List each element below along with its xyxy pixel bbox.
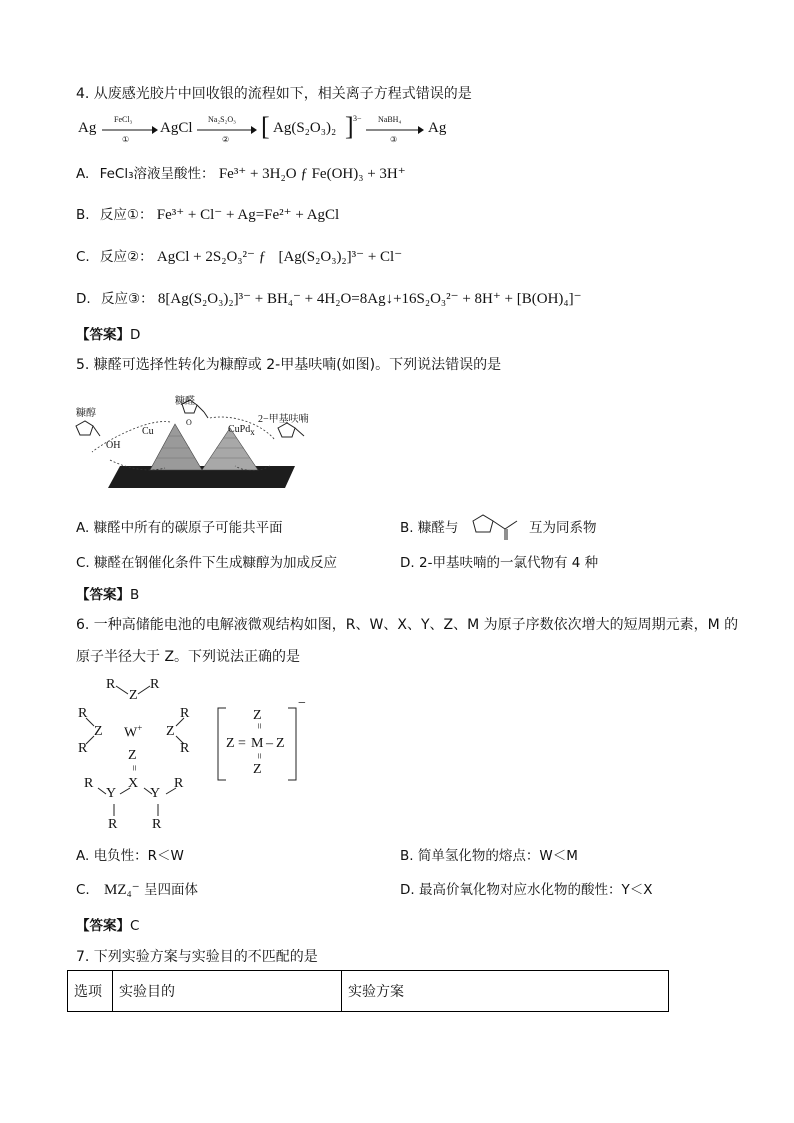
answer-label: 【答案】 [76,327,130,343]
atom-r: R [150,677,160,692]
double-bond: = [253,722,266,730]
flow-complex: Ag(S₂O₃)₂ [273,120,337,136]
table-header-cell: 实验方案 [342,971,669,1012]
atom-z: Z [276,736,285,751]
answer-value: D [130,327,141,343]
q6-option-c [76,878,198,899]
flow-start: Ag [78,120,97,136]
table-header-row [68,971,669,1012]
option-equation-left: AgCl + 2S₂O₃²⁻ ƒ [156,249,267,265]
q5-option-d: D. 2-甲基呋喃的一氯代物有 4 种 [400,555,599,571]
atom-z: Z [226,736,235,751]
q4-option-d [76,287,582,308]
q5-option-b [400,516,596,536]
option-equation: Fe³⁺ + Cl⁻ + Ag=Fe²⁺ + AgCl [156,207,340,223]
q4-option-a [76,162,406,183]
q4-option-c [76,245,402,266]
q7-stem: 7. 下列实验方案与实验目的不匹配的是 [76,949,318,965]
atom-r: R [152,817,162,832]
q5-option-a: A. 糠醛中所有的碳原子可能共平面 [76,520,283,536]
anion-charge: − [298,696,306,711]
option-text: 反应③： [100,291,154,307]
single-bond: – [266,736,273,751]
answer-value: B [130,587,140,603]
q5-stem: 5. 糠醛可选择性转化为糠醇或 2-甲基呋喃(如图)。下列说法错误的是 [76,357,502,373]
atom-z: Z [253,708,262,723]
flow-arrow-1 [100,124,160,136]
label-methylfuran: 2−甲基呋喃 [258,414,309,425]
flow-bracket-left: [ [261,112,270,141]
table-header-cell: 选项 [68,971,113,1012]
q7-table [67,970,669,1012]
q5-answer [76,583,139,603]
option-label: D. [76,291,91,307]
atom-r: R [180,741,190,756]
q6-stem-line-1: 6. 一种高储能电池的电解液微观结构如图，R、W、X、Y、Z、M 为原子序数依次增大的短周期元素，M 的 [76,617,739,633]
option-label: C. [76,249,90,265]
q6-stem-line-2: 原子半径大于 Z。下列说法正确的是 [76,649,301,665]
q4-option-b [76,203,339,224]
option-equation: 8[Ag(S₂O₃)₂]³⁻ + BH₄⁻ + 4H₂O=8Ag↓+16S₂O₃²⁻ + 8H⁺ + [B(OH)₄]⁻ [157,291,582,307]
option-text: FeCl₃溶液呈酸性： [99,166,215,182]
label-cu: Cu [142,426,154,437]
atom-r: R [174,776,184,791]
flow-step-1: ① [122,135,130,144]
flow-step-2: ② [222,135,230,144]
q6-option-d: D. 最高价氧化物对应水化物的酸性：Y＜X [400,882,653,898]
label-furfural: 糠醛 [175,396,195,407]
atom-z: Z [94,724,103,739]
double-bond: = [128,764,141,772]
flow-reagent-2: Na₂S₂O₃ [208,115,236,124]
flow-end: Ag [428,120,447,136]
double-bond: = [253,752,266,760]
q6-option-b: B. 简单氢化物的熔点：W＜M [400,848,578,864]
option-text: 互为同系物 [528,520,597,536]
atom-z: Z [129,688,138,703]
methylfuran-molecule [278,423,304,437]
flow-step-3: ③ [390,135,398,144]
atom-r: R [78,741,88,756]
option-text: 反应②： [100,249,153,265]
q6-option-a: A. 电负性：R＜W [76,848,184,864]
label-o: O [186,418,192,427]
answer-value: C [130,918,140,934]
label-oh: OH [106,440,121,451]
dashed-arrow-left [92,421,170,452]
furan-ketone-structure [465,507,523,543]
furfuryl-alcohol-molecule [76,421,100,436]
cu-pyramid [150,424,202,470]
option-label: B. [76,207,90,223]
option-equation-right: [Ag(S₂O₃)₂]³⁻ + Cl⁻ [278,249,403,265]
atom-r: R [108,817,118,832]
double-bond: = [238,736,246,751]
atom-r: R [106,677,116,692]
atom-x: X [128,776,139,791]
q4-answer [76,323,140,343]
q6-answer [76,914,139,934]
option-equation: Fe³⁺ + 3H₂O ƒ Fe(OH)₃ + 3H⁺ [218,166,406,182]
flow-mid-1: AgCl [160,120,193,136]
option-text: B. 糠醛与 [400,520,459,536]
flow-charge: 3− [353,114,362,123]
atom-z: Z [253,762,262,777]
option-label: A. [76,166,90,182]
atom-r: R [180,706,190,721]
answer-label: 【答案】 [76,587,130,603]
atom-z: Z [128,748,137,763]
atom-m: M [251,736,264,751]
table-header-cell: 实验目的 [113,971,342,1012]
option-text: 反应①： [99,207,153,223]
flow-reagent-3: NaBH₄ [378,115,402,124]
q5-option-c: C. 糠醛在钢催化条件下生成糠醇为加成反应 [76,555,338,571]
atom-z: Z [166,724,175,739]
cation-w: W+ [124,723,143,741]
answer-label: 【答案】 [76,918,130,934]
option-text: 呈四面体 [143,882,198,898]
flow-bracket-right: ] [345,112,354,141]
atom-y: Y [106,786,117,801]
atom-r: R [78,706,88,721]
option-label: C. [76,882,90,898]
label-cupd: CuPd$_x$ [228,424,255,437]
atom-y: Y [150,786,161,801]
option-species: MZ₄⁻ [104,882,140,898]
atom-r: R [84,776,94,791]
flow-reagent-1: FeCl₃ [114,115,133,124]
q4-stem: 4. 从废感光胶片中回收银的流程如下，相关离子方程式错误的是 [76,86,472,102]
label-furfuryl-alcohol: 糠醇 [76,408,96,419]
